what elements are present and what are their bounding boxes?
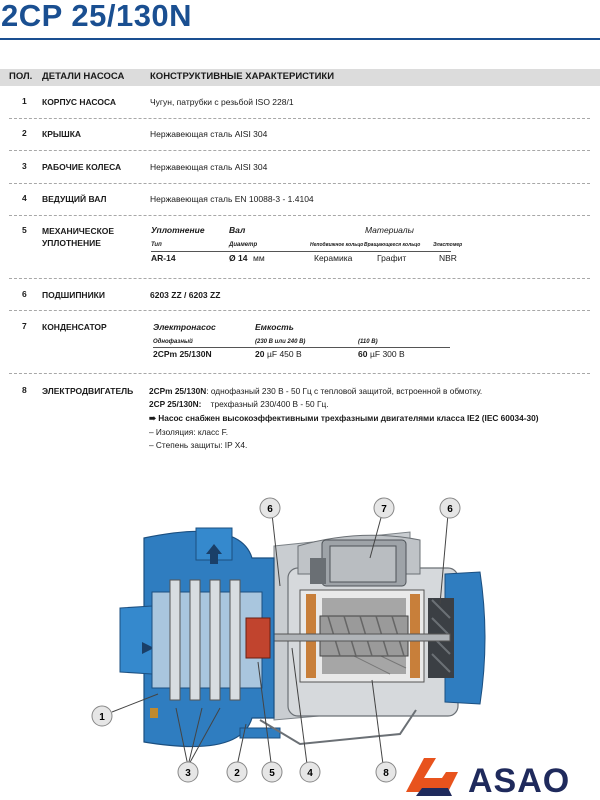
part-spec: Чугун, патрубки с резьбой ISO 228/1	[150, 97, 294, 107]
row-divider	[9, 278, 590, 279]
capacitor-underline	[153, 347, 450, 348]
rotating-ring-value: Графит	[377, 253, 407, 263]
page-title: 2CP 25/130N	[1, 0, 193, 33]
part-name: ПОДШИПНИКИ	[42, 290, 105, 300]
part-name: ВЕДУЩИЙ ВАЛ	[42, 194, 107, 204]
capacitor-box	[310, 540, 406, 586]
row-number: 8	[22, 385, 27, 395]
stationary-ring-value: Керамика	[314, 253, 353, 263]
elastomer-subheader: Эластомер	[433, 242, 463, 248]
table-header	[0, 69, 600, 86]
title-rule	[0, 38, 600, 40]
shaft-diameter-value: Ø 14	[229, 253, 248, 263]
row-number: 3	[22, 161, 27, 171]
row-divider	[9, 183, 590, 184]
pump-body	[120, 528, 280, 747]
seal-header: Уплотнение	[151, 225, 205, 235]
row-divider	[9, 150, 590, 151]
part-name: ЭЛЕКТРОДВИГАТЕЛЬ	[42, 386, 134, 396]
capacitor-model: 2CPm 25/130N	[153, 349, 212, 359]
elastomer-value: NBR	[439, 253, 457, 263]
row-divider	[9, 215, 590, 216]
motor-efficiency-note: ➠ Насос снабжен высокоэффективными трехфазными двигателями класса IE2 (IEC 60034-30)	[149, 413, 539, 423]
single-phase-spec: : однофазный 230 В - 50 Гц с тепловой защитой, встроенной в обмотку.	[206, 386, 483, 396]
logo-text: ASAO	[468, 762, 571, 800]
part-name-line1: МЕХАНИЧЕСКОЕ	[42, 226, 115, 236]
header-specs: КОНСТРУКТИВНЫЕ ХАРАКТЕРИСТИКИ	[150, 71, 335, 82]
asao-logo	[402, 752, 600, 800]
voltage-230-subheader: (230 В или 240 В)	[255, 339, 306, 345]
row-number: 2	[22, 128, 27, 138]
capacity-110-value: 60	[358, 349, 368, 359]
row-divider	[9, 373, 590, 374]
callout-3-label: 3	[185, 768, 191, 779]
capacity-110-unit: µF 300 В	[370, 349, 405, 359]
shaft-diameter-unit: мм	[253, 253, 265, 263]
single-phase-subheader: Однофазный	[153, 339, 193, 345]
header-parts: ДЕТАЛИ НАСОСА	[42, 71, 125, 82]
capacity-230-unit: µF 450 В	[267, 349, 302, 359]
motor-protection: – Степень защиты: IP X4.	[149, 440, 248, 450]
stationary-ring-subheader: Неподвижное кольцо	[310, 242, 364, 248]
capacity-header: Емкость	[255, 322, 294, 332]
row-divider	[9, 310, 590, 311]
shaft-header: Вал	[229, 225, 246, 235]
part-name: КРЫШКА	[42, 129, 82, 139]
pump-header: Электронасос	[153, 322, 216, 332]
type-subheader: Тип	[151, 242, 162, 248]
callout-1-label: 1	[99, 712, 105, 723]
row-number: 1	[22, 96, 27, 106]
motor-insulation: – Изоляция: класс F.	[149, 427, 229, 437]
part-spec: 6203 ZZ / 6203 ZZ	[150, 290, 221, 300]
three-phase-spec: трехфазный 230/400 В - 50 Гц.	[210, 399, 329, 409]
seal-type-value: AR-14	[151, 253, 176, 263]
motor-line-single-phase	[149, 385, 482, 397]
row-divider	[9, 118, 590, 119]
row-number: 4	[22, 193, 27, 203]
part-spec: Нержавеющая сталь AISI 304	[150, 129, 268, 139]
row-number: 6	[22, 289, 27, 299]
callout-5-label: 5	[269, 768, 275, 779]
part-name: КОНДЕНСАТОР	[42, 322, 107, 332]
three-phase-model: 2CP 25/130N:	[149, 399, 202, 409]
part-spec: Нержавеющая сталь EN 10088-3 - 1.4104	[150, 194, 314, 204]
callout-6-right-label: 6	[447, 504, 453, 515]
row-number: 5	[22, 225, 27, 235]
part-name-line2: УПЛОТНЕНИЕ	[42, 238, 101, 248]
logo-mark	[406, 758, 458, 792]
seal-underline	[151, 251, 451, 252]
motor-line-three-phase	[149, 398, 329, 410]
callout-6-left-label: 6	[267, 504, 273, 515]
diameter-subheader: Диаметр	[229, 242, 258, 248]
materials-header: Материалы	[365, 225, 414, 235]
part-name: РАБОЧИЕ КОЛЕСА	[42, 162, 122, 172]
part-name: КОРПУС НАСОСА	[42, 97, 117, 107]
callout-4-label: 4	[307, 768, 313, 779]
voltage-110-subheader: (110 В)	[358, 339, 378, 345]
part-spec: Нержавеющая сталь AISI 304	[150, 162, 268, 172]
rotating-ring-subheader: Вращающееся кольцо	[364, 242, 421, 248]
callout-2-label: 2	[234, 768, 240, 779]
row-number: 7	[22, 321, 27, 331]
callout-7-label: 7	[381, 504, 387, 515]
header-pos: ПОЛ.	[9, 71, 33, 82]
callout-8-label: 8	[383, 768, 389, 779]
capacity-230-value: 20	[255, 349, 265, 359]
single-phase-model: 2CPm 25/130N	[149, 386, 207, 396]
